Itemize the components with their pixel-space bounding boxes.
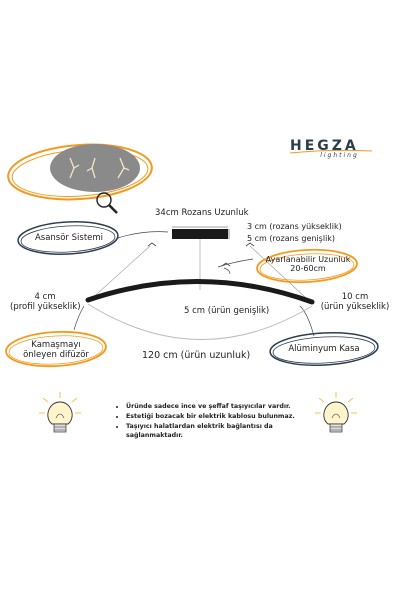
aluminium-case-label: Alüminyum Kasa bbox=[288, 344, 360, 354]
lightbulb-icon bbox=[39, 392, 81, 432]
profile-height-line1: 4 cm bbox=[34, 292, 56, 302]
product-length-label: 120 cm (ürün uzunluk) bbox=[142, 350, 251, 361]
product-height-line2: (ürün yükseklik) bbox=[320, 302, 390, 312]
profile-height-label bbox=[10, 292, 80, 312]
brand-name: HEGZA bbox=[290, 138, 359, 154]
feature-notes bbox=[116, 402, 306, 441]
zoom-bubble-top bbox=[6, 140, 153, 204]
diffuser-line2: önleyen difüzör bbox=[23, 350, 89, 360]
rozans-length-label: 34cm Rozans Uzunluk bbox=[155, 208, 249, 218]
rozans-width-label: 5 cm (rozans genişlik) bbox=[247, 234, 336, 243]
adjustable-length-line2: 20-60cm bbox=[290, 264, 326, 273]
product-height-label bbox=[318, 292, 392, 312]
bird-hanger-icon bbox=[148, 243, 254, 266]
lightbulb-icon bbox=[315, 392, 357, 432]
product-width-label: 5 cm (ürün genişlik) bbox=[184, 306, 270, 316]
rozans-height-label: 3 cm (rozans yükseklik) bbox=[247, 222, 342, 231]
elevator-system-label: Asansör Sistemi bbox=[34, 233, 104, 243]
product-height-line1: 10 cm bbox=[341, 292, 369, 302]
profile-height-line2: (profil yükseklik) bbox=[10, 302, 81, 312]
brand-tagline: lighting bbox=[320, 152, 359, 159]
note-item: • Üründe sadece ince ve şeffaf taşıyıcılar vardır. bbox=[126, 402, 306, 411]
ceiling-canopy bbox=[172, 229, 228, 239]
note-item: • Taşıyıcı halatlardan elektrik bağlantısı da sağlanmaktadır. bbox=[126, 422, 306, 440]
adjustable-length-line1: Ayarlanabilir Uzunluk bbox=[265, 255, 351, 264]
adjustable-length-label bbox=[260, 255, 356, 273]
note-item: • Estetiği bozacak bir elektrik kablosu bulunmaz. bbox=[126, 412, 306, 421]
diffuser-line1: Kamaşmayı bbox=[31, 340, 81, 350]
brand-logo bbox=[290, 138, 359, 159]
diffuser-label bbox=[10, 340, 102, 360]
